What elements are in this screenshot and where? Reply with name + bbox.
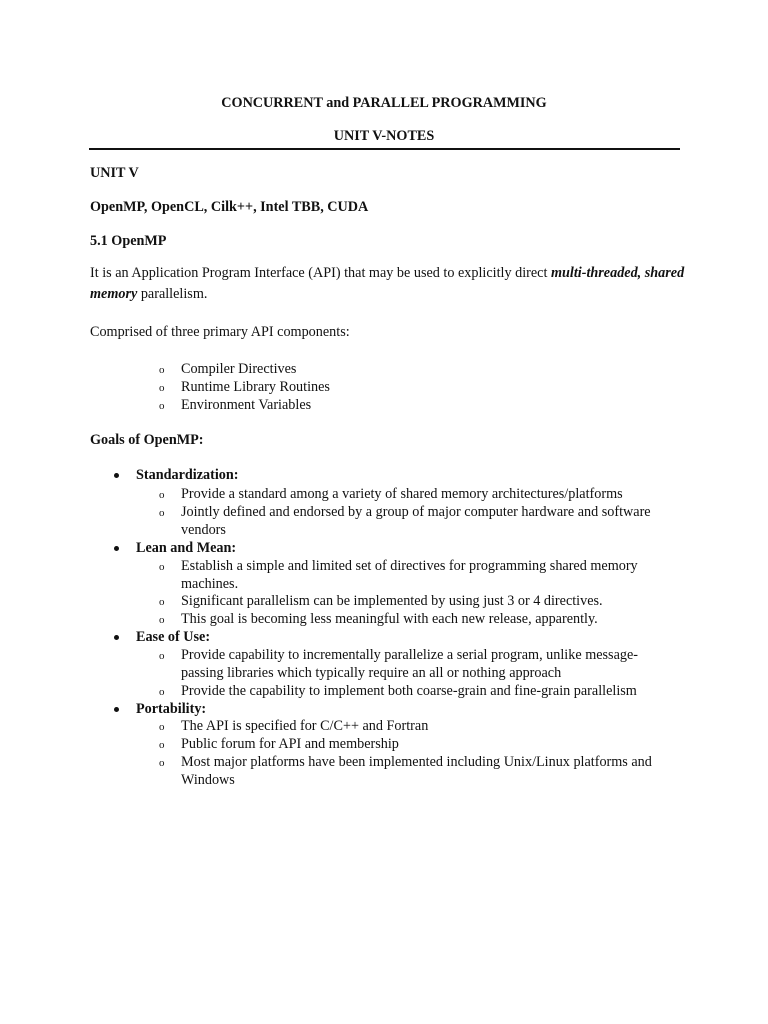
sub-bullet-icon: o [159,721,165,733]
intro-paragraph [90,263,690,305]
goal-title: Standardization: [136,467,239,483]
components-intro: Comprised of three primary API components: [90,324,350,340]
sub-bullet-icon: o [159,596,165,608]
sub-bullet-icon: o [159,400,165,412]
intro-emphasis: multi-threaded, shared memory [90,265,685,302]
sub-bullet-icon: o [159,561,165,573]
goal-point: Establish a simple and limited set of directives for programming shared memory machines. [181,558,638,592]
goal-point: Provide capability to incrementally parallelize a serial program, unlike message-passing libraries which typically require an all or nothing approach [181,647,638,681]
bullet-dot-icon [114,707,119,712]
goal-point: Significant parallelism can be implemented by using just 3 or 4 directives. [181,593,603,609]
sub-bullet-icon: o [159,686,165,698]
goal-point: Most major platforms have been implemented including Unix/Linux platforms and Windows [181,754,652,788]
intro-text-before: It is an Application Program Interface (API) that may be used to explicitly direct [90,265,551,281]
component-item: Runtime Library Routines [181,379,330,395]
goal-point: The API is specified for C/C++ and Fortran [181,718,429,734]
goal-point: Provide a standard among a variety of shared memory architectures/platforms [181,486,623,502]
sub-bullet-icon: o [159,382,165,394]
goal-title: Portability: [136,701,207,717]
document-title: CONCURRENT and PARALLEL PROGRAMMING [221,95,547,111]
bullet-dot-icon [114,546,119,551]
header-divider [89,148,680,150]
goals-heading: Goals of OpenMP: [90,432,204,448]
goal-point: This goal is becoming less meaningful with each new release, apparently. [181,611,598,627]
sub-bullet-icon: o [159,757,165,769]
sub-bullet-icon: o [159,650,165,662]
section-heading: 5.1 OpenMP [90,233,167,249]
sub-bullet-icon: o [159,364,165,376]
goal-title: Ease of Use: [136,629,211,645]
document-subtitle: UNIT V-NOTES [333,128,435,144]
sub-bullet-icon: o [159,739,165,751]
topics-heading: OpenMP, OpenCL, Cilk++, Intel TBB, CUDA [90,199,369,215]
bullet-dot-icon [114,473,119,478]
sub-bullet-icon: o [159,489,165,501]
intro-text-after: parallelism. [137,286,208,302]
goal-point: Provide the capability to implement both coarse-grain and fine-grain parallelism [181,683,637,699]
unit-heading: UNIT V [90,165,139,181]
sub-bullet-icon: o [159,507,165,519]
component-item: Compiler Directives [181,361,297,377]
goal-point: Public forum for API and membership [181,736,399,752]
bullet-dot-icon [114,635,119,640]
component-item: Environment Variables [181,397,312,413]
goal-point: Jointly defined and endorsed by a group of major computer hardware and software vendors [181,504,651,538]
sub-bullet-icon: o [159,614,165,626]
goal-title: Lean and Mean: [136,540,237,556]
